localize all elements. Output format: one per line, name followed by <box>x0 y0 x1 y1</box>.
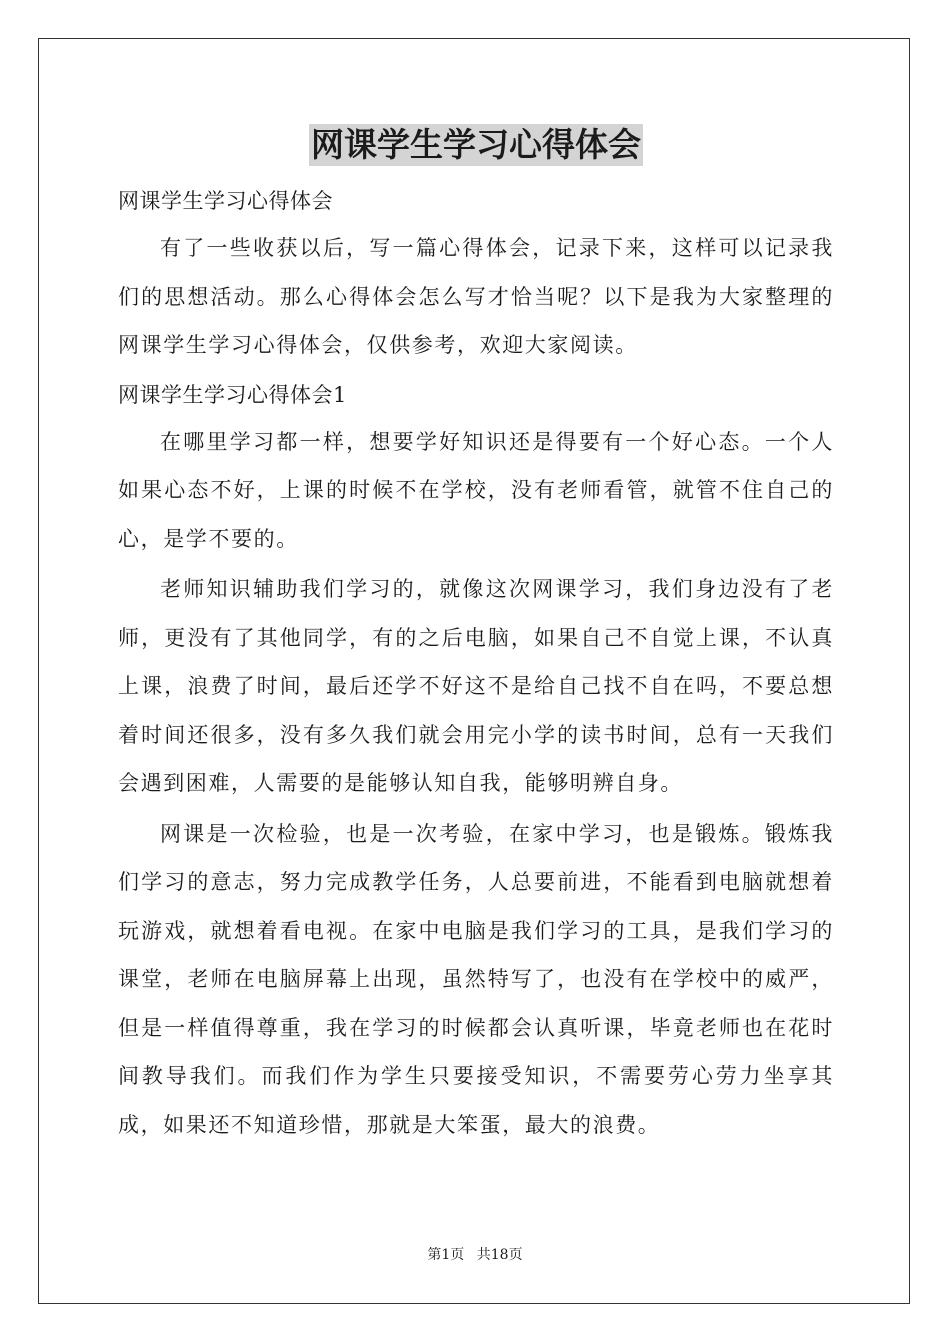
body-paragraph-3: 网课是一次检验，也是一次考验，在家中学习，也是锻炼。锻炼我们学习的意志，努力完成教学任务，人总要前进，不能看到电脑就想着玩游戏，就想着看电视。在家中电脑是我们学习的工具，是我们学习的课堂，老师在电脑屏幕上出现，虽然特写了，也没有在学校中的威严，但是一样值得尊重，我在学习的时候都会认真听课，毕竟老师也在花时间教导我们。而我们作为学生只要接受知识，不需要劳心劳力坐享其成，如果还不知道珍惜，那就是大笨蛋，最大的浪费。 <box>118 821 834 1137</box>
body-paragraph-1: 在哪里学习都一样，想要学好知识还是得要有一个好心态。一个人如果心态不好，上课的时候不在学校，没有老师看管，就管不住自己的心，是学不要的。 <box>118 429 834 551</box>
page-number: 第1页 <box>427 1247 465 1263</box>
section-title: 网课学生学习心得体会1 <box>118 382 347 407</box>
document-body <box>118 124 834 1151</box>
page-footer <box>0 1244 950 1264</box>
document-subtitle: 网课学生学习心得体会 <box>118 189 333 213</box>
document-title-text: 网课学生学习心得体会 <box>311 125 641 164</box>
body-paragraph-2: 老师知识辅助我们学习的，就像这次网课学习，我们身边没有了老师，更没有了其他同学，有的之后电脑，如果自己不自觉上课，不认真上课，浪费了时间，最后还学不好这不是给自己找不自在吗，不要总想着时间还很多，没有多久我们就会用完小学的读书时间，总有一天我们会遇到困难，人需要的是能够认知自我，能够明辨自身。 <box>118 577 834 795</box>
intro-paragraph: 有了一些收获以后，写一篇心得体会，记录下来，这样可以记录我们的思想活动。那么心得体会怎么写才恰当呢？以下是我为大家整理的网课学生学习心得体会，仅供参考，欢迎大家阅读。 <box>118 236 834 357</box>
total-pages: 共18页 <box>476 1247 523 1263</box>
document-title <box>118 124 834 170</box>
